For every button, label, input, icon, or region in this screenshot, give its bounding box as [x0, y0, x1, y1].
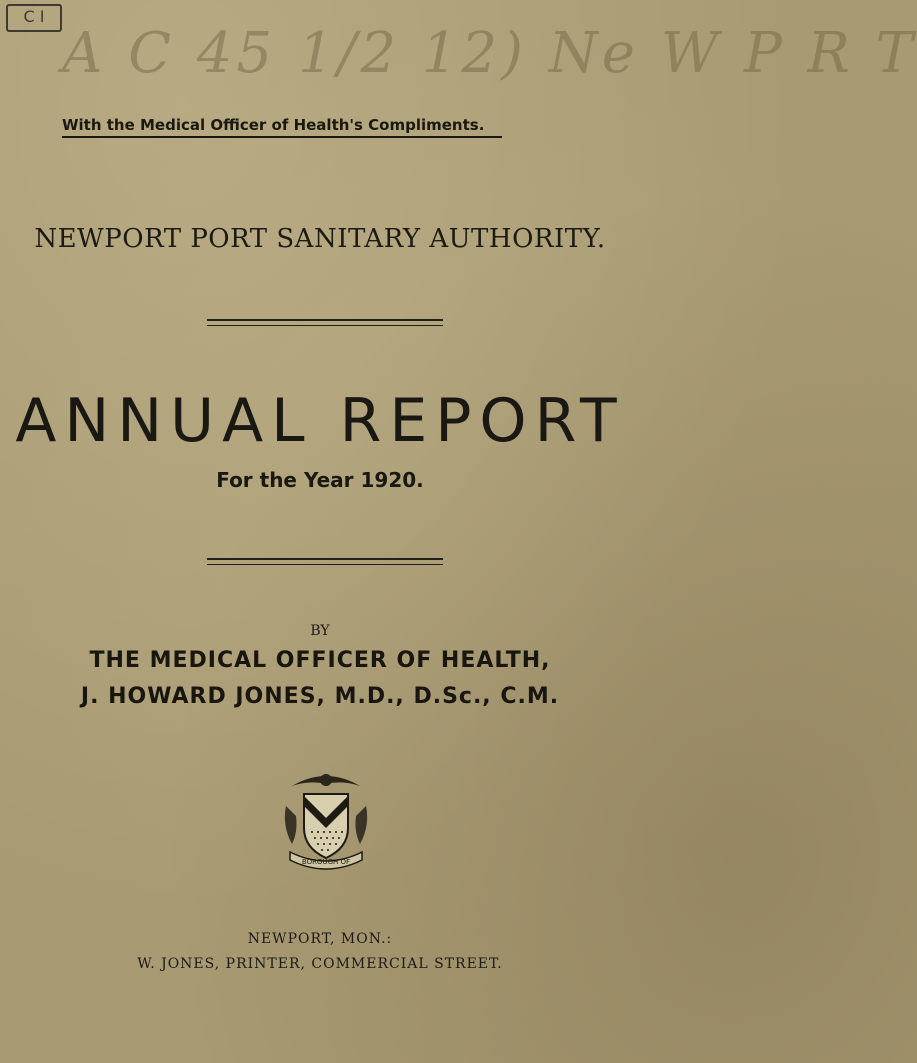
imprint-printer: W. JONES, PRINTER, COMMERCIAL STREET.	[137, 956, 503, 972]
divider-bottom	[207, 558, 443, 565]
compliments-underline	[62, 136, 502, 138]
imprint-place: NEWPORT, MON.:	[247, 931, 393, 947]
divider-top	[207, 319, 443, 326]
report-title: ANNUAL REPORT	[15, 386, 625, 456]
crest-motto: BOROUGH OF	[301, 858, 351, 866]
handwritten-reference: A C 45 1/2 12) Ne W P R T	[62, 21, 917, 86]
by-label: BY	[310, 623, 330, 639]
report-year: For the Year 1920.	[216, 468, 424, 492]
compliments-line: With the Medical Officer of Health's Compliments.	[62, 116, 485, 134]
borough-crest-icon	[282, 766, 370, 870]
library-stamp: C I	[6, 4, 62, 32]
authority-heading: NEWPORT PORT SANITARY AUTHORITY.	[34, 224, 606, 254]
author-name: J. HOWARD JONES, M.D., D.Sc., C.M.	[80, 684, 560, 709]
author-role: THE MEDICAL OFFICER OF HEALTH,	[89, 648, 551, 673]
